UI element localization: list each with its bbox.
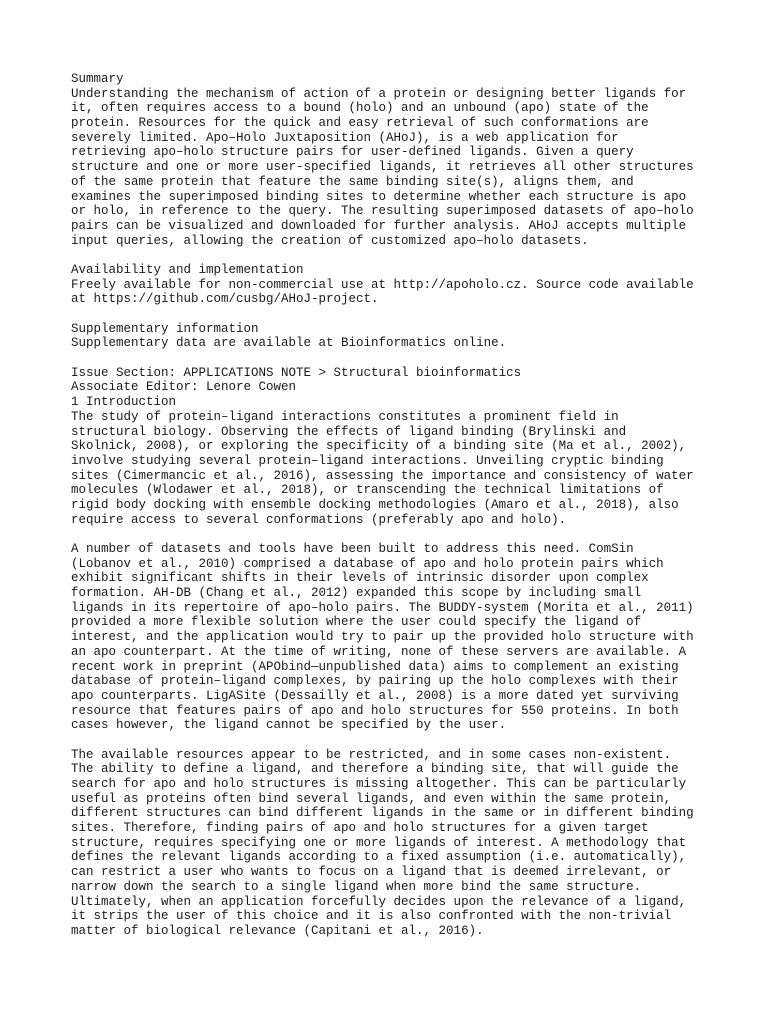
text-line: cases however, the ligand cannot be specified by the user. (71, 718, 507, 733)
text-line: provided a more flexible solution where the user could specify the ligand of (71, 615, 642, 630)
text-line: Supplementary data are available at Bioinformatics online. (71, 336, 507, 351)
introduction-paragraph-3 (71, 748, 721, 939)
summary-paragraph (71, 87, 721, 249)
text-line: interest, and the application would try to pair up the provided holo structure with (71, 630, 694, 645)
text-line: exhibit significant shifts in their levels of intrinsic disorder upon complex (71, 571, 649, 586)
text-line: (Lobanov et al., 2010) comprised a database of apo and holo protein pairs which (71, 556, 664, 571)
associate-editor: Associate Editor: Lenore Cowen (71, 380, 297, 395)
text-line: The study of protein–ligand interactions constitutes a prominent field in (71, 409, 619, 424)
text-line: sites (Cimermancic et al., 2016), assessing the importance and consistency of water (71, 468, 694, 483)
text-line: or holo, in reference to the query. The resulting superimposed datasets of apo–holo (71, 204, 694, 219)
text-line: narrow down the search to a single ligand when more bind the same structure. (71, 879, 642, 894)
text-line: Ultimately, when an application forcefully decides upon the relevance of a ligand, (71, 894, 687, 909)
text-line: recent work in preprint (APObind—unpublished data) aims to complement an existing (71, 659, 679, 674)
summary-heading: Summary (71, 72, 124, 86)
text-line: sites. Therefore, finding pairs of apo and holo structures for a given target (71, 821, 649, 836)
text-line: retrieving apo–holo structure pairs for user-defined ligands. Given a query (71, 145, 634, 160)
text-line: can restrict a user who wants to focus on a ligand that is deemed irrelevant, or (71, 865, 672, 880)
text-line: rigid body docking with ensemble docking methodologies (Amaro et al., 2018), also (71, 497, 679, 512)
text-line: matter of biological relevance (Capitani et al., 2016). (71, 923, 484, 938)
blank-line (71, 307, 721, 322)
text-line: structure, requires specifying one or more ligands of interest. A methodology that (71, 835, 687, 850)
introduction-paragraph-2 (71, 542, 721, 733)
text-line: an apo counterpart. At the time of writing, none of these servers are available. A (71, 644, 687, 659)
text-line: of the same protein that feature the same binding site(s), aligns them, and (71, 174, 634, 189)
issue-section: Issue Section: APPLICATIONS NOTE > Structural bioinformatics (71, 365, 522, 380)
text-line: it, often requires access to a bound (holo) and an unbound (apo) state of the (71, 101, 649, 116)
text-line: database of protein–ligand complexes, by pairing up the holo complexes with their (71, 674, 679, 689)
text-line: defines the relevant ligands according to a fixed assumption (i.e. automatically), (71, 850, 687, 865)
text-line: useful as proteins often bind several ligands, and even within the same protein, (71, 791, 672, 806)
supplementary-paragraph (71, 336, 721, 351)
blank-line (71, 733, 721, 748)
availability-heading: Availability and implementation (71, 262, 304, 277)
text-line: The ability to define a ligand, and therefore a binding site, that will guide the (71, 762, 679, 777)
text-line: A number of datasets and tools have been built to address this need. ComSin (71, 542, 634, 556)
text-line: Freely available for non-commercial use at http://apoholo.cz. Source code available (71, 277, 694, 292)
text-line: different structures can bind different ligands in the same or in different binding (71, 806, 694, 821)
text-line: Skolnick, 2008), or exploring the specificity of a binding site (Ma et al., 2002), (71, 439, 687, 454)
supplementary-heading: Supplementary information (71, 321, 259, 336)
text-line: Understanding the mechanism of action of a protein or designing better ligands for (71, 86, 687, 101)
text-line: formation. AH-DB (Chang et al., 2012) expanded this scope by including small (71, 586, 642, 601)
introduction-paragraph-1 (71, 410, 721, 528)
text-line: The available resources appear to be restricted, and in some cases non-existent. (71, 747, 672, 762)
document-page (71, 72, 721, 939)
text-line: it strips the user of this choice and it is also confronted with the non-trivial (71, 909, 672, 924)
blank-line (71, 351, 721, 366)
text-line: pairs can be visualized and downloaded for further analysis. AHoJ accepts multiple (71, 218, 687, 233)
text-line: at https://github.com/cusbg/AHoJ-project. (71, 292, 379, 307)
blank-line (71, 527, 721, 542)
blank-line (71, 248, 721, 263)
text-line: resource that features pairs of apo and holo structures for 550 proteins. In both (71, 703, 679, 718)
text-line: require access to several conformations (preferably apo and holo). (71, 512, 567, 527)
text-line: examines the superimposed binding sites to determine whether each structure is apo (71, 189, 687, 204)
text-line: structure and one or more user-specified ligands, it retrieves all other structures (71, 160, 694, 175)
text-line: structural biology. Observing the effects of ligand binding (Brylinski and (71, 424, 627, 439)
text-line: search for apo and holo structures is missing altogether. This can be particularly (71, 777, 687, 791)
text-line: apo counterparts. LigASite (Dessailly et al., 2008) is a more dated yet surviving (71, 688, 679, 703)
introduction-heading: 1 Introduction (71, 395, 177, 410)
text-line: protein. Resources for the quick and easy retrieval of such conformations are (71, 116, 649, 131)
text-line: severely limited. Apo–Holo Juxtaposition (AHoJ), is a web application for (71, 130, 619, 145)
availability-paragraph (71, 278, 721, 307)
text-line: ligands in its repertoire of apo–holo pairs. The BUDDY-system (Morita et al., 2011) (71, 600, 694, 615)
text-line: input queries, allowing the creation of customized apo–holo datasets. (71, 233, 589, 248)
text-line: molecules (Wlodawer et al., 2018), or transcending the technical limitations of (71, 483, 664, 498)
text-line: involve studying several protein–ligand interactions. Unveiling cryptic binding (71, 453, 664, 468)
